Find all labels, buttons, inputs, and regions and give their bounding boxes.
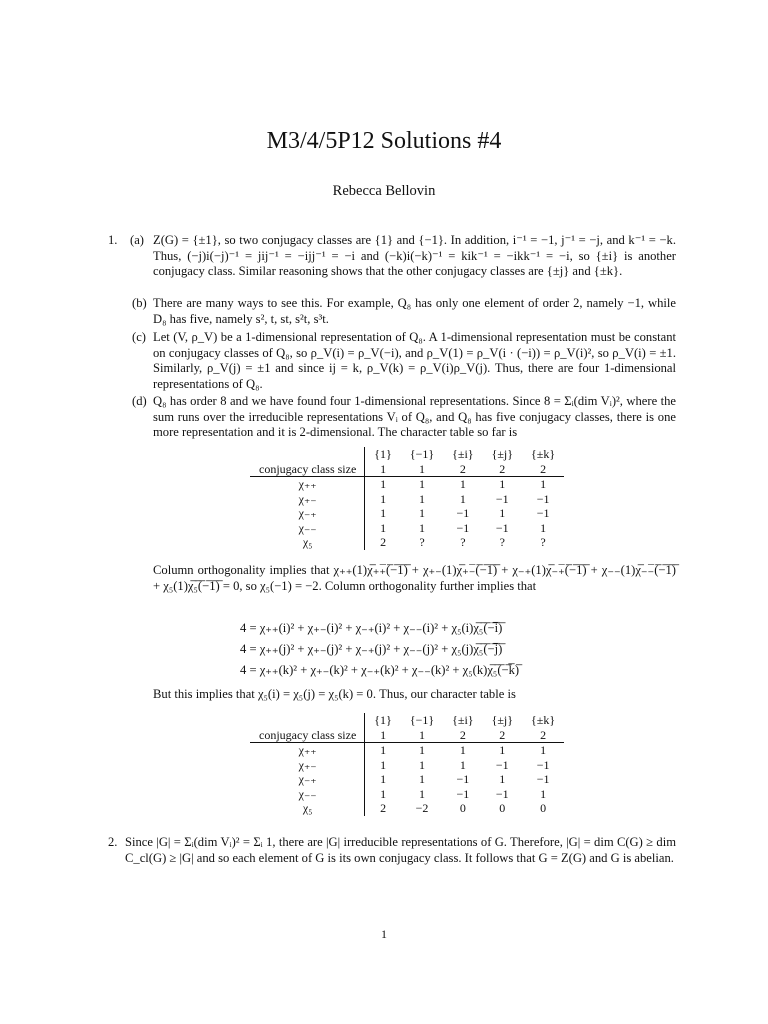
table-cell: 2 [380,535,387,550]
table-cell: 1 [459,477,466,492]
character-name: χ₋₊ [250,506,365,521]
table-cell: 1 [459,491,466,506]
table-cell: 1 [380,786,387,801]
table-cell: 1 [499,506,506,521]
table-cell: 1 [418,477,425,492]
character-table-complete [250,713,564,816]
table-row [250,492,564,507]
table-cell: 1 [380,757,387,772]
table-cell: 2 [380,801,387,816]
table-cell: 1 [380,743,387,758]
table-cell: 1 [380,520,387,535]
equation: 4 = χ₊₊(i)² + χ₊₋(i)² + χ₋₊(i)² + χ₋₋(i)² + χ₅(i)χ̅₅̅(̅−̅i̅)̅ [240,621,503,635]
table-row [250,506,564,521]
question-1-number: 1. [108,233,118,247]
table-cell: 1 [459,757,466,772]
table-cell: −1 [495,491,509,506]
class-size: 2 [483,728,522,743]
table-row [250,758,564,773]
table-cell: −1 [456,772,470,787]
class-size-row [250,728,564,743]
document-title: M3/4/5P12 Solutions #4 [266,128,502,154]
table-row [250,787,564,802]
table-cell: 1 [380,772,387,787]
class-header: {±j} [491,447,514,462]
character-name: χ₊₊ [250,477,365,492]
class-size: 1 [365,728,401,743]
q1b-label: (b) [132,296,147,310]
table-row [250,535,564,550]
class-header: {±i} [452,713,474,728]
table-cell: 1 [540,520,547,535]
table-cell: 1 [418,743,425,758]
table-row [250,521,564,536]
table-header-row [250,713,564,728]
table-cell: ? [460,535,466,550]
class-header: {1} [374,447,392,462]
q1c-label: (c) [132,330,146,344]
character-name: χ₋₋ [250,787,365,802]
table-cell: 1 [380,506,387,521]
conclusion-text: But this implies that χ₅(i) = χ₅(j) = χ₅(k) = 0. Thus, our character table is [153,687,516,701]
class-header: {±i} [452,447,474,462]
table-cell: −1 [495,786,509,801]
equation: 4 = χ₊₊(k)² + χ₊₋(k)² + χ₋₊(k)² + χ₋₋(k)² + χ₅(k)χ̅₅̅(̅−̅k̅)̅ [240,663,520,677]
class-size: 2 [443,462,482,477]
table-cell: −1 [536,772,550,787]
table-cell: 1 [499,743,506,758]
table-cell: ? [419,535,425,550]
table-cell: −1 [495,757,509,772]
class-size-label: conjugacy class size [250,728,365,743]
equation: 4 = χ₊₊(j)² + χ₊₋(j)² + χ₋₊(j)² + χ₋₋(j)² + χ₅(j)χ̅₅̅(̅−̅j̅)̅ [240,642,503,656]
class-size: 2 [443,728,482,743]
table-header-row [250,447,564,462]
table-cell: 1 [418,506,425,521]
table-cell: −1 [536,757,550,772]
class-header: {±j} [491,713,514,728]
class-size: 1 [401,462,443,477]
table-row [250,477,564,492]
q1d-label: (d) [132,394,147,408]
column-orthogonality-text: Column orthogonality implies that χ₊₊(1)χ̅₊₊̅(̅−̅1̅)̅ + χ₊₋(1)χ̅₊₋̅(̅−̅1̅)̅ + χ₋₊(1)χ̅₋₊̅(̅−̅1̅)̅ + χ₋₋(1)χ̅₋₋̅(̅−̅1̅)̅ + χ₅(1)χ̅₅̅(̅−̅1̅)̅ = 0, so χ₅(−1) = −2. Column orthogonality further implies that [153,563,676,593]
class-size: 1 [365,462,401,477]
table-row [250,772,564,787]
table-cell: 1 [499,477,506,492]
class-header: {1} [374,713,392,728]
class-header: {±k} [531,447,556,462]
table-cell: −1 [495,520,509,535]
table-cell: 0 [499,801,506,816]
q1c-text: Let (V, ρ_V) be a 1-dimensional representation of Q₈. A 1-dimensional representation must be constant on conjugacy classes of Q₈, so ρ_V(i) = ρ_V(−i), and ρ_V(1) = ρ_V(i · (−i)) = ρ_V(i)², so ρ_V(i) = ±1. Similarly, ρ_V(j) = ±1 and since ij = k, ρ_V(k) = ρ_V(i)ρ_V(j). Thus, there are four 1-dimensional representations of Q₈. [153,330,676,391]
table-cell: 1 [459,743,466,758]
q1b-text: There are many ways to see this. For example, Q₈ has only one element of order 2, namely −1, while D₈ has five, namely s², t, st, s²t, s³t. [153,296,676,326]
table-cell: 1 [540,477,547,492]
class-size: 2 [522,728,564,743]
document-author: Rebecca Bellovin [332,183,436,199]
table-cell: 0 [540,801,547,816]
table-cell: 1 [540,743,547,758]
table-cell: 1 [418,757,425,772]
class-size-row [250,462,564,477]
class-size: 2 [483,462,522,477]
table-cell: 1 [418,786,425,801]
table-cell: −1 [536,506,550,521]
character-name: χ₊₋ [250,758,365,773]
table-cell: 1 [418,491,425,506]
table-cell: ? [540,535,546,550]
page-number: 1 [381,927,387,941]
character-name: χ₊₊ [250,743,365,758]
class-size: 2 [522,462,564,477]
table-row [250,801,564,816]
class-header: {−1} [409,713,435,728]
character-name: χ₊₋ [250,492,365,507]
table-cell: 1 [418,772,425,787]
table-cell: 1 [540,786,547,801]
character-name: χ₅ [250,535,365,550]
table-cell: −1 [456,520,470,535]
table-cell: 0 [459,801,466,816]
character-table-partial [250,447,564,550]
table-cell: −1 [536,491,550,506]
table-cell: 1 [418,520,425,535]
character-name: χ₋₊ [250,772,365,787]
character-name: χ₅ [250,801,365,816]
class-size: 1 [401,728,443,743]
table-cell: −2 [415,801,429,816]
class-size-label: conjugacy class size [250,462,365,477]
table-cell: ? [499,535,505,550]
q1d-text: Q₈ has order 8 and we have found four 1-dimensional representations. Since 8 = Σᵢ(dim Vᵢ)², where the sum runs over the irreducible representations Vᵢ of Q₈, and Q₈ has five conjugacy classes, there is one more representation and it is 2-dimensional. The character table so far is [153,394,676,439]
q2-text: Since |G| = Σᵢ(dim Vᵢ)² = Σᵢ 1, there are |G| irreducible representations of G. Therefore, |G| = dim C(G) ≥ dim C_cl(G) ≥ |G| and so each element of G is its own conjugacy class. It follows that G = Z(G) and G is abelian. [125,835,676,865]
table-row [250,743,564,758]
character-name: χ₋₋ [250,521,365,536]
table-cell: −1 [456,786,470,801]
q1a-text: Z(G) = {±1}, so two conjugacy classes are {1} and {−1}. In addition, i⁻¹ = −1, j⁻¹ = −j, and k⁻¹ = −k. Thus, (−j)i(−j)⁻¹ = jij⁻¹ = −ijj⁻¹ = −i and (−k)i(−k)⁻¹ = kik⁻¹ = −ikk⁻¹ = −i, so {±i} is another conjugacy class. Similar reasoning shows that the other conjugacy classes are {±j} and {±k}. [153,233,676,278]
q1a-label: (a) [130,233,144,247]
class-header: {±k} [531,713,556,728]
table-cell: −1 [456,506,470,521]
table-cell: 1 [499,772,506,787]
table-cell: 1 [380,491,387,506]
question-2-number: 2. [108,835,118,849]
class-header: {−1} [409,447,435,462]
table-cell: 1 [380,477,387,492]
